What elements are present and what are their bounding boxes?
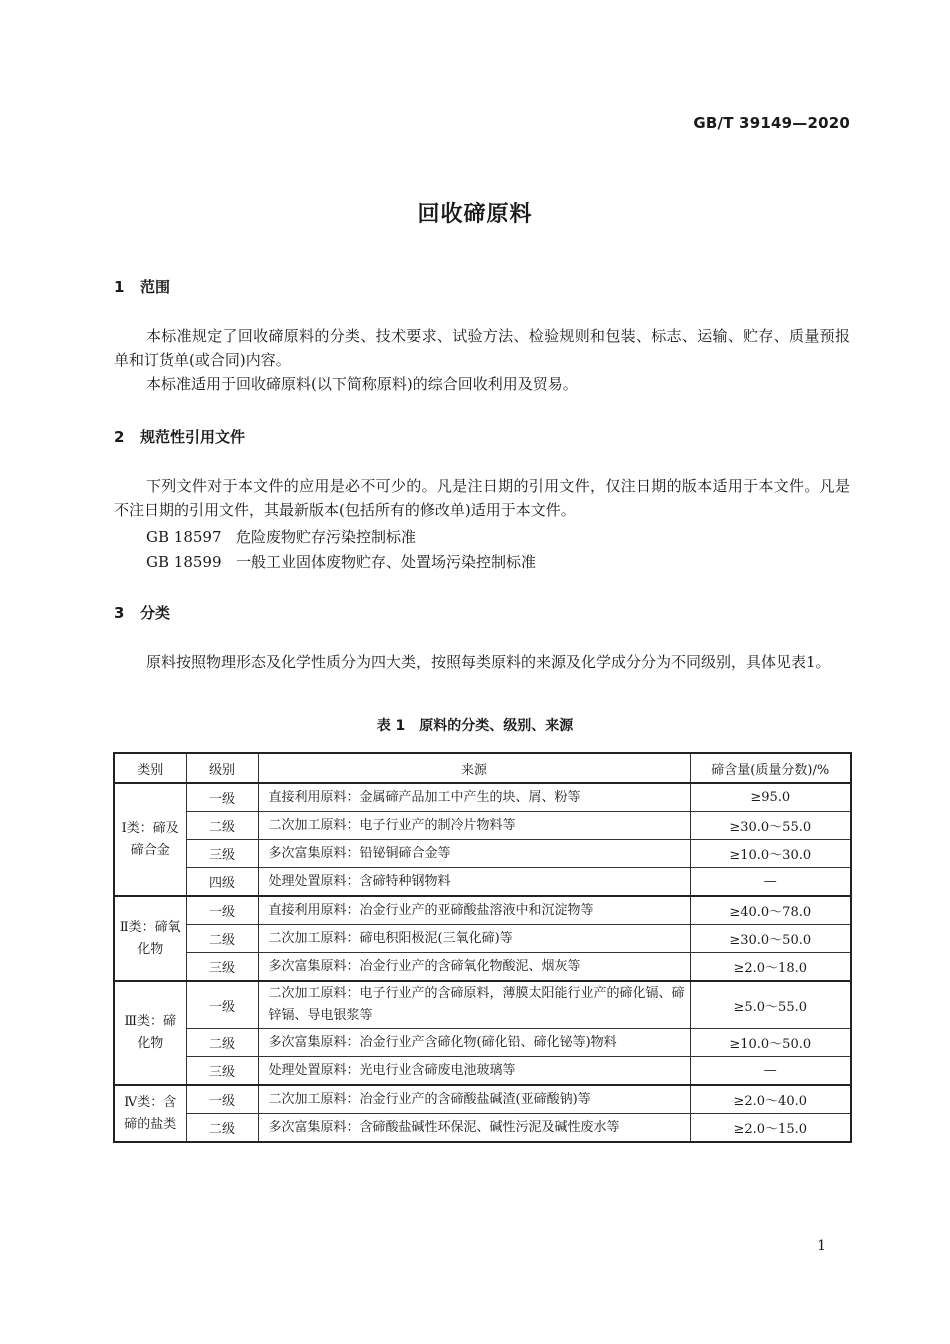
- content-cell: ≥40.0～78.0: [690, 896, 851, 925]
- table-row: [114, 840, 851, 868]
- reference-entry: [146, 551, 536, 572]
- classification-table: [113, 752, 852, 1143]
- source-cell: 处理处置原料：光电行业含碲废电池玻璃等: [258, 1057, 690, 1086]
- grade-cell: 三级: [186, 840, 258, 868]
- reference-code: GB 18599: [146, 553, 222, 571]
- content-cell: ≥5.0～55.0: [690, 981, 851, 1029]
- grade-cell: 三级: [186, 953, 258, 982]
- reference-title: 一般工业固体废物贮存、处置场污染控制标准: [236, 553, 537, 571]
- grade-cell: 一级: [186, 896, 258, 925]
- section-3-paragraph-1: 原料按照物理形态及化学性质分为四大类，按照每类原料的来源及化学成分分为不同级别，具体见表1。: [146, 653, 831, 671]
- source-cell: 多次富集原料：含碲酸盐碱性环保泥、碱性污泥及碱性废水等: [258, 1114, 690, 1143]
- content-cell: ≥95.0: [690, 783, 851, 812]
- content-cell: ≥2.0～15.0: [690, 1114, 851, 1143]
- section-title: 分类: [140, 604, 171, 622]
- header-source: 来源: [258, 753, 690, 783]
- table-caption: 表 1 原料的分类、级别、来源: [376, 718, 574, 734]
- grade-cell: 三级: [186, 1057, 258, 1086]
- source-cell: 处理处置原料：含碲特种钢物料: [258, 868, 690, 897]
- content-cell: ≥10.0～50.0: [690, 1029, 851, 1057]
- table-row: [114, 868, 851, 897]
- table-row: [114, 1029, 851, 1057]
- section-number: 3: [114, 604, 125, 622]
- content-cell: ≥30.0～50.0: [690, 925, 851, 953]
- content-cell: —: [690, 868, 851, 897]
- grade-cell: 二级: [186, 1029, 258, 1057]
- source-cell: 直接利用原料：金属碲产品加工中产生的块、屑、粉等: [258, 783, 690, 812]
- category-cell: Ⅳ类：含碲的盐类: [114, 1085, 186, 1142]
- table-row: [114, 783, 851, 812]
- section-number: 1: [114, 278, 125, 296]
- grade-cell: 二级: [186, 925, 258, 953]
- table-header-row: [114, 753, 851, 783]
- header-grade: 级别: [186, 753, 258, 783]
- content-cell: ≥2.0～18.0: [690, 953, 851, 982]
- grade-cell: 二级: [186, 1114, 258, 1143]
- standard-number: GB/T 39149—2020: [693, 114, 850, 132]
- page-number: 1: [817, 1238, 826, 1254]
- section-1-heading: [114, 276, 170, 297]
- table-row: [114, 1085, 851, 1114]
- source-cell: 多次富集原料：铅铋铜碲合金等: [258, 840, 690, 868]
- content-cell: —: [690, 1057, 851, 1086]
- table-row: [114, 953, 851, 982]
- header-content: 碲含量(质量分数)/%: [690, 753, 851, 783]
- grade-cell: 四级: [186, 868, 258, 897]
- content-cell: ≥2.0～40.0: [690, 1085, 851, 1114]
- section-3-heading: [114, 602, 170, 623]
- content-cell: ≥30.0～55.0: [690, 812, 851, 840]
- section-2-heading: [114, 426, 245, 447]
- document-title: 回收碲原料: [417, 202, 533, 227]
- reference-title: 危险废物贮存污染控制标准: [236, 528, 417, 546]
- table-row: [114, 981, 851, 1029]
- grade-cell: 一级: [186, 981, 258, 1029]
- grade-cell: 一级: [186, 1085, 258, 1114]
- table-row: [114, 925, 851, 953]
- table-row: [114, 1057, 851, 1086]
- reference-code: GB 18597: [146, 528, 222, 546]
- source-cell: 直接利用原料：冶金行业产的亚碲酸盐溶液中和沉淀物等: [258, 896, 690, 925]
- source-cell: 二次加工原料：冶金行业产的含碲酸盐碱渣(亚碲酸钠)等: [258, 1085, 690, 1114]
- category-cell: Ⅰ类：碲及碲合金: [114, 783, 186, 896]
- grade-cell: 一级: [186, 783, 258, 812]
- section-1-paragraph-1: 本标准规定了回收碲原料的分类、技术要求、试验方法、检验规则和包装、标志、运输、贮存、质量预报单和订货单(或合同)内容。: [114, 327, 850, 369]
- section-1-paragraph-2: 本标准适用于回收碲原料(以下简称原料)的综合回收利用及贸易。: [146, 375, 578, 393]
- section-title: 范围: [140, 278, 171, 296]
- content-cell: ≥10.0～30.0: [690, 840, 851, 868]
- table-row: [114, 812, 851, 840]
- grade-cell: 二级: [186, 812, 258, 840]
- section-2-paragraph-1: 下列文件对于本文件的应用是必不可少的。凡是注日期的引用文件，仅注日期的版本适用于本文件。凡是不注日期的引用文件，其最新版本(包括所有的修改单)适用于本文件。: [114, 477, 850, 519]
- source-cell: 二次加工原料：碲电积阳极泥(三氧化碲)等: [258, 925, 690, 953]
- source-cell: 二次加工原料：电子行业产的制冷片物料等: [258, 812, 690, 840]
- category-cell: Ⅲ类：碲化物: [114, 981, 186, 1085]
- table-row: [114, 896, 851, 925]
- category-cell: Ⅱ类：碲氧化物: [114, 896, 186, 981]
- section-title: 规范性引用文件: [140, 428, 246, 446]
- reference-entry: [146, 526, 416, 547]
- source-cell: 多次富集原料：冶金行业产的含碲氧化物酸泥、烟灰等: [258, 953, 690, 982]
- source-cell: 多次富集原料：冶金行业产含碲化物(碲化铅、碲化铋等)物料: [258, 1029, 690, 1057]
- header-category: 类别: [114, 753, 186, 783]
- section-number: 2: [114, 428, 125, 446]
- source-cell: 二次加工原料：电子行业产的含碲原料，薄膜太阳能行业产的碲化镉、碲锌镉、导电银浆等: [258, 981, 690, 1029]
- table-row: [114, 1114, 851, 1143]
